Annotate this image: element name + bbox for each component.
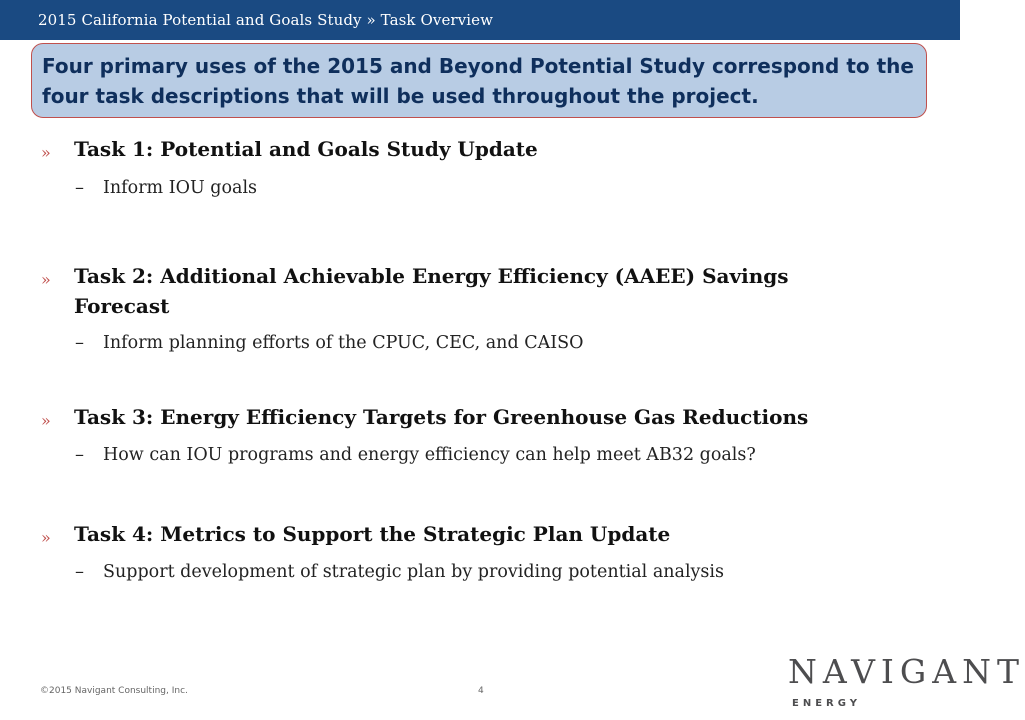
task-2-title-continuation: Forecast xyxy=(74,294,170,318)
logo-tagline: ENERGY xyxy=(792,698,861,709)
task-2-subitem: Inform planning efforts of the CPUC, CEC, and CAISO xyxy=(103,333,584,353)
navigant-logo xyxy=(788,652,1025,714)
footer-copyright: ©2015 Navigant Consulting, Inc. xyxy=(40,686,188,696)
task-1-title: Task 1: Potential and Goals Study Update xyxy=(74,137,538,161)
dash-icon: – xyxy=(75,561,84,582)
bullet-icon: » xyxy=(41,528,51,547)
dash-icon: – xyxy=(75,177,84,198)
bullet-icon: » xyxy=(41,270,51,289)
dash-icon: – xyxy=(75,332,84,353)
task-3-title: Task 3: Energy Efficiency Targets for Greenhouse Gas Reductions xyxy=(74,405,809,429)
task-4-title: Task 4: Metrics to Support the Strategic Plan Update xyxy=(74,522,671,546)
task-1-subitem: Inform IOU goals xyxy=(103,178,258,198)
dash-icon: – xyxy=(75,444,84,465)
task-2-title: Task 2: Additional Achievable Energy Efficiency (AAEE) Savings xyxy=(74,264,789,288)
task-3-subitem: How can IOU programs and energy efficiency can help meet AB32 goals? xyxy=(103,445,756,465)
page-number: 4 xyxy=(478,686,484,696)
callout-text: Four primary uses of the 2015 and Beyond Potential Study correspond to the four task descriptions that will be used throughout the project. xyxy=(42,54,914,108)
task-4-subitem: Support development of strategic plan by providing potential analysis xyxy=(103,562,724,582)
page-header-title: 2015 California Potential and Goals Study » Task Overview xyxy=(38,11,494,29)
logo-wordmark: NAVIGANT xyxy=(788,652,1025,691)
bullet-icon: » xyxy=(41,143,51,162)
bullet-icon: » xyxy=(41,411,51,430)
